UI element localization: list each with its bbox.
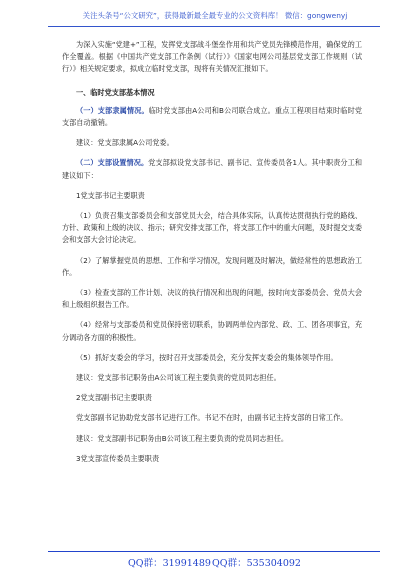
header-divider: [48, 26, 380, 27]
intro-paragraph: 为深入实施“党建+”工程，发挥党支部战斗堡垒作用和共产党员先锋模范作用，确保党的工作全覆盖。根据《中国共产党支部工作条例（试行）》《国家电网公司基层党支部工作规则（试行）》相关规定要求，拟成立临时党支部，现将有关情况汇报如下。: [62, 40, 362, 74]
suggestion-secretary: 建议：党支部书记职务由A公司该工程主要负责的党员同志担任。: [76, 373, 281, 383]
duty-item-1: （1）负责召集支部委员会和支部党员大会，结合具体实际，认真传达贯彻执行党的路线、方针、政策和上级的决议、指示；研究安排支部工作，将支部工作中的重大问题，及时提交支委会和支部大会讨论决定。: [62, 211, 362, 245]
duty-title-deputy: 2党支部副书记主要职责: [76, 393, 152, 403]
subsection-setup-body: 党支部拟设党支部书记、副书记、宣传委员各1人。其中职责分工和建议如下：: [62, 158, 362, 180]
duty-item-2: （2）了解掌握党员的思想、工作和学习情况，发现问题及时解决，做经常性的思想政治工作。: [62, 255, 362, 277]
duty-item-3: （3）检查支部的工作计划、决议的执行情况和出现的问题，按时向支部委员会、党员大会和上级组织报告工作。: [62, 288, 362, 310]
subsection-affiliation: [62, 105, 362, 129]
section-heading: 一、临时党支部基本情况: [76, 87, 155, 97]
duty-item-4: （4）经常与支部委员和党员保持密切联系，协调两单位内部党、政、工、团各项事宜，充分调动各方面的积极性。: [62, 320, 362, 342]
subsection-affiliation-body: 临时党支部由A公司和B公司联合成立。重点工程项目结束时临时党支部自动撤销。: [62, 105, 362, 128]
duty-title-secretary: 1党支部书记主要职责: [76, 190, 145, 200]
duty-title-publicity: 3党支部宣传委员主要职责: [76, 453, 160, 463]
footer-qq-group-1: QQ群：31991489: [128, 558, 211, 569]
suggestion-affiliation: 建议：党支部隶属A公司党委。: [76, 138, 174, 148]
subsection-affiliation-heading: （一）支部隶属情况。: [76, 105, 149, 115]
duty-deputy-item: 党支部副书记协助党支部书记进行工作。书记不在时，由副书记主持支部的日常工作。: [76, 413, 348, 423]
header-banner: 关注头条号“公文研究”，获得最新最全最专业的公文资料库！ 微信：gongwenyj: [82, 11, 348, 20]
footer-divider: [48, 551, 380, 552]
suggestion-deputy: 建议：党支部副书记职务由B公司该工程主要负责的党员同志担任。: [76, 433, 288, 443]
subsection-setup: [62, 157, 362, 181]
duty-item-5: （5）抓好支委会的学习，按时召开支部委员会，充分发挥支委会的集体领导作用。: [76, 352, 338, 362]
subsection-setup-heading: （二）支部设置情况。: [76, 158, 149, 168]
footer-qq-group-2: QQ群：535304092: [212, 558, 301, 569]
document-body: [62, 39, 362, 465]
